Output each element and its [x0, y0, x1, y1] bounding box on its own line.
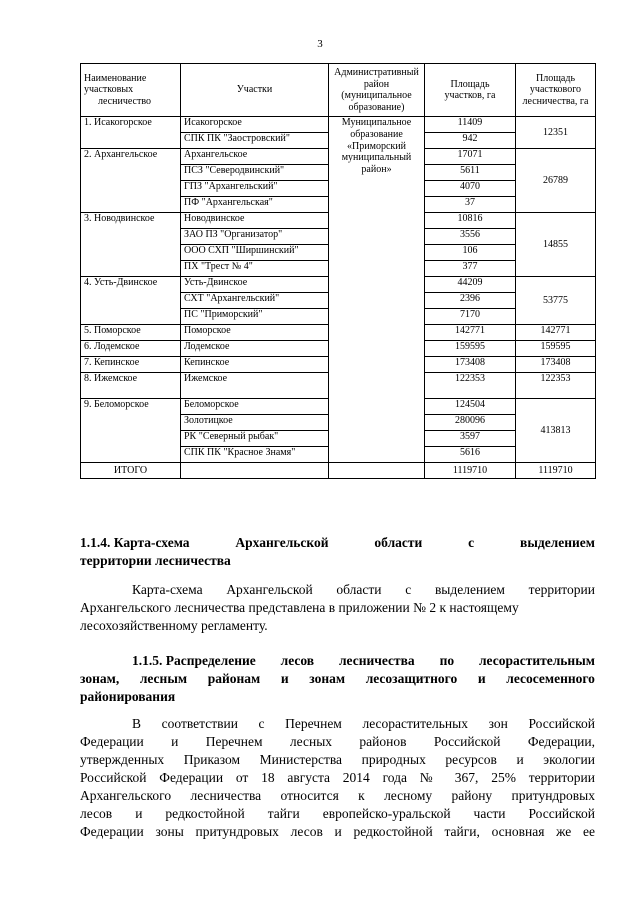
plot-area-cell: 11409: [425, 117, 516, 133]
plot-area-cell: 5611: [425, 165, 516, 181]
word: зонам,: [80, 671, 120, 686]
word: области: [374, 535, 423, 550]
plot-name-cell: СХТ "Архангельский": [181, 293, 329, 309]
plot-name-cell: ГПЗ "Архангельский": [181, 181, 329, 197]
admin-district-line: Муниципальное: [341, 117, 412, 128]
plot-name-cell: СПК ПК "Заостровский": [181, 133, 329, 149]
section-1-1-4-paragraph: [80, 581, 595, 635]
word: зонам: [309, 671, 346, 686]
plot-area-cell: 5616: [425, 447, 516, 463]
plot-area-cell: 44209: [425, 277, 516, 293]
heading-line: территории лесничества: [80, 553, 231, 568]
forestry-name-cell: 7. Кепинское: [81, 357, 181, 373]
header-text: лесничество: [98, 95, 151, 107]
section-1-1-5-heading: [80, 652, 595, 706]
plot-name-cell: Ижемское: [181, 373, 329, 399]
heading-line: [80, 670, 595, 688]
plot-name-cell: Исакогорское: [181, 117, 329, 133]
plot-name-cell: Новодвинское: [181, 213, 329, 229]
total-empty-cell: [329, 463, 425, 479]
plot-name-cell: Золотицкое: [181, 415, 329, 431]
word: 1.1.5. Распределение: [132, 653, 256, 668]
heading-line: [80, 534, 595, 552]
section-1-1-4-heading: [80, 534, 595, 570]
word: Архангельской: [226, 582, 313, 597]
word: лесным: [139, 671, 188, 686]
plot-area-cell: 10816: [425, 213, 516, 229]
header-plot-area: [425, 64, 516, 117]
paragraph-line: [80, 581, 595, 599]
plot-name-cell: Кепинское: [181, 357, 329, 373]
plot-name-cell: ПФ "Архангельская": [181, 197, 329, 213]
plot-area-cell: 280096: [425, 415, 516, 431]
forestry-area-cell: 122353: [516, 373, 596, 399]
word: лесосеменного: [506, 671, 595, 686]
forestry-area-cell: 159595: [516, 341, 596, 357]
forestry-area-cell: 12351: [516, 117, 596, 149]
header-text: лесничества, га: [522, 95, 589, 107]
paragraph-line: Архангельского лесничества представлена в приложении № 2 к настоящему: [80, 600, 519, 615]
plot-area-cell: 2396: [425, 293, 516, 309]
plot-name-cell: Лодемское: [181, 341, 329, 357]
admin-district-line: «Приморский: [347, 140, 406, 152]
header-forestry-area: [516, 64, 596, 117]
paragraph-line: Федерации зоны притундровых лесов и редкостойной тайги, основная же ее: [80, 824, 595, 839]
paragraph-line: В соответствии с Перечнем лесорастительных зон Российской: [132, 716, 595, 731]
plot-name-cell: Усть-Двинское: [181, 277, 329, 293]
forestry-area-cell: 173408: [516, 357, 596, 373]
admin-district-cell: [329, 117, 425, 463]
word: Архангельской: [235, 535, 329, 550]
paragraph-line: утвержденных Приказом Министерства природных ресурсов и экологии: [80, 752, 595, 767]
forest-districts-table: [80, 63, 596, 479]
plot-area-cell: 377: [425, 261, 516, 277]
admin-district-line: муниципальный: [341, 152, 412, 164]
word: лесозащитного: [365, 671, 458, 686]
plot-name-cell: ПС "Приморский": [181, 309, 329, 325]
word: лесничества: [338, 653, 415, 668]
word: с: [468, 535, 475, 550]
word: лесорастительным: [478, 653, 595, 668]
heading-line: [80, 652, 595, 670]
header-text: участковых: [84, 84, 134, 96]
word: Карта-схема: [132, 582, 203, 597]
word: выделением: [520, 535, 595, 550]
plot-name-cell: ПХ "Трест № 4": [181, 261, 329, 277]
word: и: [477, 671, 486, 686]
paragraph-line: Российской Федерации от 18 августа 2014 года № 367, 25% территории: [80, 770, 595, 785]
forestry-area-cell: 14855: [516, 213, 596, 277]
plot-name-cell: СПК ПК "Красное Знамя": [181, 447, 329, 463]
header-text: участков, га: [444, 90, 496, 101]
page-number: 3: [317, 38, 323, 50]
total-plot-area-cell: 1119710: [425, 463, 516, 479]
header-text: участкового: [529, 84, 582, 96]
word: 1.1.4. Карта-схема: [80, 535, 190, 550]
admin-district-line: район»: [361, 164, 392, 176]
word: области: [336, 582, 382, 597]
plot-area-cell: 942: [425, 133, 516, 149]
plot-area-cell: 142771: [425, 325, 516, 341]
forestry-name-cell: 6. Лодемское: [81, 341, 181, 357]
header-text: образование): [348, 101, 405, 113]
header-text: Площадь: [450, 78, 490, 90]
plot-name-cell: Поморское: [181, 325, 329, 341]
forestry-name-cell: 1. Исакогорское: [81, 117, 181, 149]
total-empty-cell: [181, 463, 329, 479]
forestry-name-cell: 4. Усть-Двинское: [81, 277, 181, 325]
forestry-area-cell: 413813: [516, 399, 596, 463]
plot-area-cell: 159595: [425, 341, 516, 357]
plot-name-cell: ЗАО ПЗ "Организатор": [181, 229, 329, 245]
word: территории: [528, 582, 595, 597]
plot-area-cell: 124504: [425, 399, 516, 415]
header-text: район: [363, 78, 390, 90]
forestry-name-cell: 3. Новодвинское: [81, 213, 181, 277]
forestry-name-cell: 5. Поморское: [81, 325, 181, 341]
plot-area-cell: 122353: [425, 373, 516, 399]
plot-area-cell: 4070: [425, 181, 516, 197]
plot-area-cell: 17071: [425, 149, 516, 165]
paragraph-line: Федерации и Перечнем лесных районов Российской Федерации,: [80, 734, 595, 749]
paragraph-line: лесохозяйственному регламенту.: [80, 618, 268, 633]
word: с: [405, 582, 412, 597]
plot-area-cell: 37: [425, 197, 516, 213]
plot-area-cell: 3597: [425, 431, 516, 447]
paragraph-line: лесов и редкостойной тайги европейско-уральской части Российской: [80, 806, 595, 821]
header-plots: Участки: [181, 64, 329, 117]
header-forestry-name: [81, 64, 181, 117]
heading-line: районирования: [80, 689, 176, 704]
plot-name-cell: Архангельское: [181, 149, 329, 165]
plot-name-cell: ООО СХП "Ширшинский": [181, 245, 329, 261]
plot-area-cell: 173408: [425, 357, 516, 373]
plot-area-cell: 7170: [425, 309, 516, 325]
plot-area-cell: 106: [425, 245, 516, 261]
forestry-area-cell: 142771: [516, 325, 596, 341]
forestry-name-cell: 8. Ижемское: [81, 373, 181, 399]
forestry-area-cell: 26789: [516, 149, 596, 213]
header-admin-district: [329, 64, 425, 117]
header-text: Административный: [334, 67, 419, 78]
paragraph-line: Архангельского лесничества относится к лесному району притундровых: [80, 788, 595, 803]
plot-name-cell: ПСЗ "Северодвинский": [181, 165, 329, 181]
plot-area-cell: 3556: [425, 229, 516, 245]
plot-name-cell: РК "Северный рыбак": [181, 431, 329, 447]
forestry-name-cell: 9. Беломорское: [81, 399, 181, 463]
word: выделением: [434, 582, 505, 597]
word: районам: [207, 671, 261, 686]
header-text: Наименование: [84, 72, 147, 84]
word: и: [280, 671, 289, 686]
section-1-1-5-paragraph: [80, 715, 595, 841]
word: по: [439, 653, 455, 668]
plot-name-cell: Беломорское: [181, 399, 329, 415]
total-label-cell: ИТОГО: [81, 463, 181, 479]
table-row: [81, 117, 596, 133]
header-text: Площадь: [536, 72, 575, 84]
forestry-area-cell: 53775: [516, 277, 596, 325]
forestry-name-cell: 2. Архангельское: [81, 149, 181, 213]
admin-district-line: образование: [350, 128, 403, 140]
total-row: [81, 463, 596, 479]
word: лесов: [280, 653, 315, 668]
header-text: (муниципальное: [341, 90, 412, 101]
table-header-row: [81, 64, 596, 117]
total-forestry-area-cell: 1119710: [516, 463, 596, 479]
